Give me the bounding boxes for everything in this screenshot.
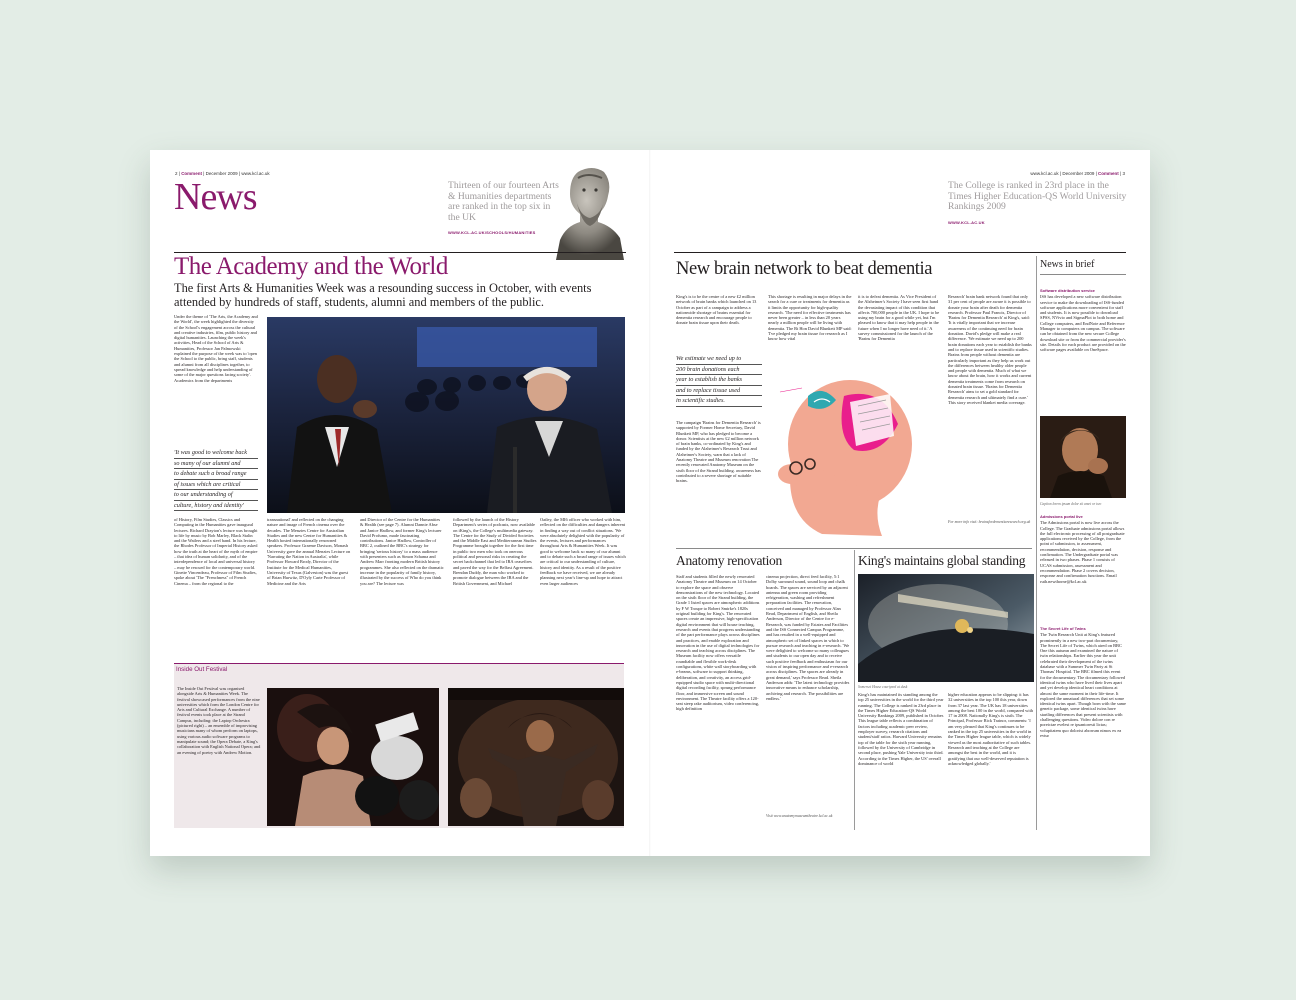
brain-column-2: This shortage is resulting in major delays in the search for a cure or treatments for dementia as it limits the opportunity for high-quality research. 'The need for effective treatments has never been greater – in less than 20 years nearly a million people will be living with dementia. The Rt Hon David Blunkett MP said: 'I've pledged my brain tissue for research as I know how vital	[768, 294, 852, 342]
promo-text: The College is ranked in 23rd place in the Times Higher Education-QS World University Rankings 2009	[948, 180, 1127, 213]
promo-text: Thirteen of our fourteen Arts & Humanities departments are ranked in the top six in the UK	[448, 180, 559, 223]
main-headline: The Academy and the World	[174, 253, 448, 280]
festival-text: The Inside Out Festival was organised alongside Arts & Humanities Week. The festival showcased performances from the nine universities which form the London Centre for Arts and Cultural Exchange. A number of festival events took place at the Strand Campus, including: the Laptop Orchestra (pictured right) – an ensemble of improvising musicians many of whom perform on laptops, using various audio software programs to manipulate sound; the Opera Debate, a King's collaboration with English National Opera; and an evening of poetry with Andrew Motion.	[177, 686, 261, 755]
anatomy-headline: Anatomy renovation	[676, 553, 782, 568]
brain-pull-quote: We estimate we need up to 200 brain donations each year to establish the banks and to replace tissue used in scientific studies.	[676, 354, 762, 407]
performance-photo	[448, 688, 624, 826]
standing-headline: King's maintains global standing	[858, 553, 1026, 568]
body-column-4: followed by the launch of the History Department's series of podcasts, now available on iKing's, the College's multimedia gateway. The Centre for the Study of Divided Societies and the Middle East and Mediterranean Studies Programme brought together for the first time in public two men who took on onerous political and personal risks in creating the secret backchannel that led to IRA ceasefires and paved the way for the Belfast Agreement. Brendan Duddy, the man who worked to promote dialogue between the IRA and the British Government, and Michael	[453, 517, 537, 586]
promo-box-left	[448, 181, 563, 239]
anatomy-column-1: Staff and students filled the newly renovated Anatomy Theatre and Museum on 14 October to explore the space and observe demonstrations of the new technology. Located on the sixth floor of the Strand building, the Grade 1 listed spaces are atmospheric additions by F W Troupe to Robert Smirke's 1820s original building for King's. The renovated spaces create an impressive, high-specification digital environment that will house teaching, research and events that progress understanding of the part performance plays across disciplines and practices, and enable exploration and innovation in the use of digital technologies for research and teaching across disciplines. The Museum facility now offers versatile roundtable and flexible work-desk configurations, white wall storyboarding with e-beams, software to support thinking, deliberation, and creativity, an access grid-equipped studio space with multi-directional digital recording facility, sprung performance floor, and immersive screen and sound environment. The Theatre facility offers a 120-seat steep rake auditorium, video conferencing, high definition	[676, 574, 760, 712]
folio-right: www.kcl.ac.uk | December 2009 | Comment | 3	[1030, 171, 1125, 176]
festival-heading-bar	[174, 663, 624, 674]
bust-image	[548, 164, 628, 260]
standing-photo-caption: Somerset House courtyard at dusk	[858, 685, 908, 689]
brief-item-twins: The Secret Life of Twins The Twin Research Unit at King's featured prominently in a new two-part documentary, The Secret Life of Twins, which aired on BBC One this autumn and examined the nature of twin relationships. Earlier this year the unit celebrated their development of the twins database with a Summer Twin Party at St Thomas' Hospital. The BBC filmed this event for the documentary. The documentary followed identical twins who have lived their lives apart and yet develop identical heart conditions at almost the same moment in their life-time. It explored the unnatural differences that set some identical twins apart. Though born with the same genetic package, some identical twins have startling differences that present scientists with challenging questions. Video dolore con re poreictae evelest re ipsantoresti lictas; volupitatem quo dolorist aborrum nimos ex ea evtur	[1040, 626, 1126, 738]
left-page	[150, 150, 650, 856]
festival-heading: Inside Out Festival	[176, 666, 228, 673]
intro-column: Under the theme of 'The Arts, the Academy and the World', the week highlighted the diversity of the School's engagement across the cultural and creative industries, film, public history and digital humanities. Launching the week's activities, Head of the School of Arts & Humanities, Professor Jan Palmowski explained the purpose of the week was to 'open the School to the public, bring staff, students and alumni from all disciplines together, to spread knowledge and help understanding of some of the major questions facing society'. Academics from the departments	[174, 314, 258, 383]
brief-portrait-caption: Caption lorem ipsum dolor sit amet or two	[1040, 502, 1102, 506]
brain-column-1: King's is to be the centre of a new £2 million network of brain banks which launched on 13 October as part of a campaign to address a nationwide shortage of brains essential for dementia research and encourage people to donate brain tissue upon their death.	[676, 294, 757, 326]
pull-quote: 'It was good to welcome back so many of our alumni and to debate such a broad range of issues which are critical to our understanding of culture, history and identity'	[174, 448, 258, 511]
magazine-spread	[150, 150, 1150, 856]
brain-lower-column: The campaign 'Brains for Dementia Research' is supported by Former Home Secretary, David Blunkett MP, who has pledged to become a donor. Scientists at the new £2 million network of brain banks, co-ordinated by King's and funded by the Alzheimer's Research Trust and Alzheimer's Society, warn that a lack of Anatomy Theatre and Museum renovation The recently renovated Anatomy Museum on the sixth floor of the Strand building. awareness has contributed to a severe shortage of suitable brains.	[676, 420, 761, 484]
brief-item-admissions: Admissions portal live The Admissions portal is now live across the College. The Graduate admissions portal allows the full electronic processing of all postgraduate applications received by the College, from the point of submission, to assessment, recommendation, decision, response and confirmation. The Undergraduate portal was released in two phases. Phase 1 consists of UCAS submission, assessment and recommendation. Phase 2 covers decision, response and confirmation functions. Email ruth.newthorne@kcl.ac.uk	[1040, 514, 1125, 584]
promo-link[interactable]: WWW.KCL.AC.UK	[948, 219, 985, 225]
head-illustration	[762, 366, 942, 546]
brief-item-software: Software distribution service ISS has developed a new software distribution service to make the downloading of ISS-funded software applications more convenient for staff and students. It is now possible to download SPSS, NVivio and SigmaPlot to both home and College computers, and EndNote and Reference Manager to computers on campus. The software can be obtained from the new secure College download site or from the commercial provider's site. Details for each product are provided on the software pages available on OneSpace.	[1040, 288, 1126, 353]
somerset-house-photo	[858, 574, 1034, 682]
conference-photo	[267, 317, 625, 513]
anatomy-column-2: cinema projection, direct feed facility, 5:1 Dolby surround sound, sound loop and chalk boards. The spaces are serviced by an adjacent antenna and green room providing refrigeration, washing and refreshment preparation facilities. The renovation, conceived and managed by Professor Alan Read, Department of English, and Sheila Anderson, Director of the Centre for e-Research, was funded by Estates and Facilities and the ISS Connected Campus Programme, and has resulted in a well-equipped and atmospheric set of linked spaces in which to pursue research and teaching in e-research. 'We were delighted to welcome so many colleagues and students to our open day and to receive such positive feedback and enthusiasm for our vision of inspiring performance and e-research across disciplines. The spaces are already in great demand,' says Professor Read. Sheila Anderson adds: 'The latest technology provides innovative means to enhance scholarship, archiving and research. The possibilities are endless.'	[766, 574, 850, 701]
body-column-2: transnational' and reflected on the changing nature and image of French cinema over the decades. The Menzies Centre for Australian Studies and the new Centre for Humanities & Health hosted internationally renowned speakers. Professor Graeme Davison, Monash University gave the annual Menzies Lecture on 'Narrating the Nation in Australia', while Professor Howard Brody, Director of the Institute for the Medical Humanities, University of Texas (Galveston) was the guest of Brian Hurwitz, D'Oyly Carte Professor of Medicine and the Arts	[267, 517, 351, 586]
body-column-1: of History, Film Studies, Classics and Computing in the Humanities gave inaugural lectures. Richard Drayton's lecture was brought to life by music by Bob Marley, Black Stalin and the Wailers and a steel band. In his lecture, the Rhodes Professor of Imperial History asked how the truth at the heart of the myth of empire – that idea of human solidarity, and of the interdependence of local and universal history – may be rescued for the contemporary world. Ginette Vincendeau, Professor of Film Studies, spoke about 'The "Frenchness" of French Cinema – from the regional to the	[174, 517, 258, 586]
news-in-brief-title: News in brief	[1040, 259, 1095, 270]
rule-under-header-right	[674, 252, 1126, 253]
brief-portrait-photo	[1040, 416, 1126, 498]
brain-column-4: Research' brain bank network found that only 31 per cent of people are aware it is possible to donate your brain after death for dementia research. Professor Paul Francis, Director of 'Brains for Dementia Research' at King's, said: 'It is vitally important that we increase awareness of the continuing need for brain donation. David's pledge will make a real difference. 'We estimate we need up to 200 brain donations each year to establish the banks and to replace tissue used in scientific studies. Brains from people without dementia are particularly important as they help us work out the differences between healthy older people and people with dementia. Much of what we know about the brain, how it works and current dementia treatments come from research on donated brain tissue. 'Brains for Dementia Research' aims to set a gold standard for dementia research and ultimately find a cure.' This story received blanket media coverage.	[948, 294, 1032, 405]
standing-column-2: higher education appears to be slipping: it has 32 universities in the top 100 this year, down from 37 last year. The UK has 18 universities among the best 100 in the world, compared with 17 in 2008. Nationally King's is sixth. The Principal, Professor Rick Trainor, comments: 'I am very pleased that King's continues to be ranked in the top 25 universities in the world in the Times Higher league table, which is widely viewed as the most authoritative of such tables. Research and teaching at the College are amongst the best in the world, and it is gratifying that our well-deserved reputation is acknowledged globally.'	[948, 692, 1033, 766]
anatomy-visit-link[interactable]: Visit www.anatomymuseumtheatre.kcl.ac.uk	[766, 814, 833, 818]
rule-mid-right	[676, 548, 1032, 549]
standfirst: The first Arts & Humanities Week was a resounding success in October, with events attended by hundreds of staff, students, alumni and members of the public.	[174, 281, 592, 309]
body-column-5: Oatley, the MI6 officer who worked with him, reflected on the difficulties and dangers inherent in finding a way out of conflict situations. 'We were absolutely delighted with the popularity of the events, lectures and performances throughout Arts & Humanities Week. It was good to welcome back so many of our alumni and to debate such a broad range of issues which are critical to our understanding of culture, history and identity. As a result of the positive feedback we have received, we are already planning next year's line-up and hope to attract even larger audiences	[540, 517, 626, 586]
brain-column-3: it is to defeat dementia. As Vice President of the Alzheimer's Society I have seen first hand the devastating impact of this condition that affects 700,000 people in the UK. I hope to be using my brain for a good while yet, but I'm pleased to know that it may help people in the future when I no longer have need of it.' A survey commissioned for the launch of the 'Brains for Dementia	[858, 294, 940, 342]
body-column-3: and Director of the Centre for the Humanities & Health (see page 7). Alumni Dannie Abse and Janice Hadlow, and former King's lecturer David Profumo, made fascinating contributions. Janice Hadlow, Controller of BBC 2, outlined the BBC's strategy for bringing 'serious history' to a mass audience with presenters such as Simon Schama and Andrew Marr fronting modern British history programmes. She also reflected on the dramatic increase in the popularity of family history, illustrated by the success of Who do you think you are? The lecture was	[360, 517, 444, 586]
folio-left: 2 | Comment | December 2009 | www.kcl.ac.uk	[175, 171, 270, 176]
story-divider	[854, 550, 855, 830]
brain-visit-link[interactable]: For more info visit: brainsfordementiaresearch.org.uk	[948, 520, 1031, 524]
brain-headline: New brain network to beat dementia	[676, 259, 933, 279]
section-title: News	[174, 176, 257, 218]
promo-link[interactable]: WWW.KCL.AC.UK/SCHOOLS/HUMANITIES	[448, 230, 536, 236]
standing-column-1: King's has maintained its standing among the top 25 universities in the world for the third year running. The College is ranked in 23rd place in the Times Higher Education-QS World University Rankings 2009, published in October. This league table reflects a combination of factors including academic peer review, employer survey, research citations and student/staff ratios. Harvard University remains top of the table for the sixth year running, followed by the University of Cambridge in second place, pushing Yale University into third. According to the Times Higher, the US' overall dominance of world	[858, 692, 944, 766]
promo-box-right	[948, 181, 1133, 228]
brief-divider	[1036, 256, 1037, 830]
brief-rule-1	[1040, 274, 1126, 275]
boxing-photo	[267, 688, 439, 826]
right-page	[650, 150, 1150, 856]
